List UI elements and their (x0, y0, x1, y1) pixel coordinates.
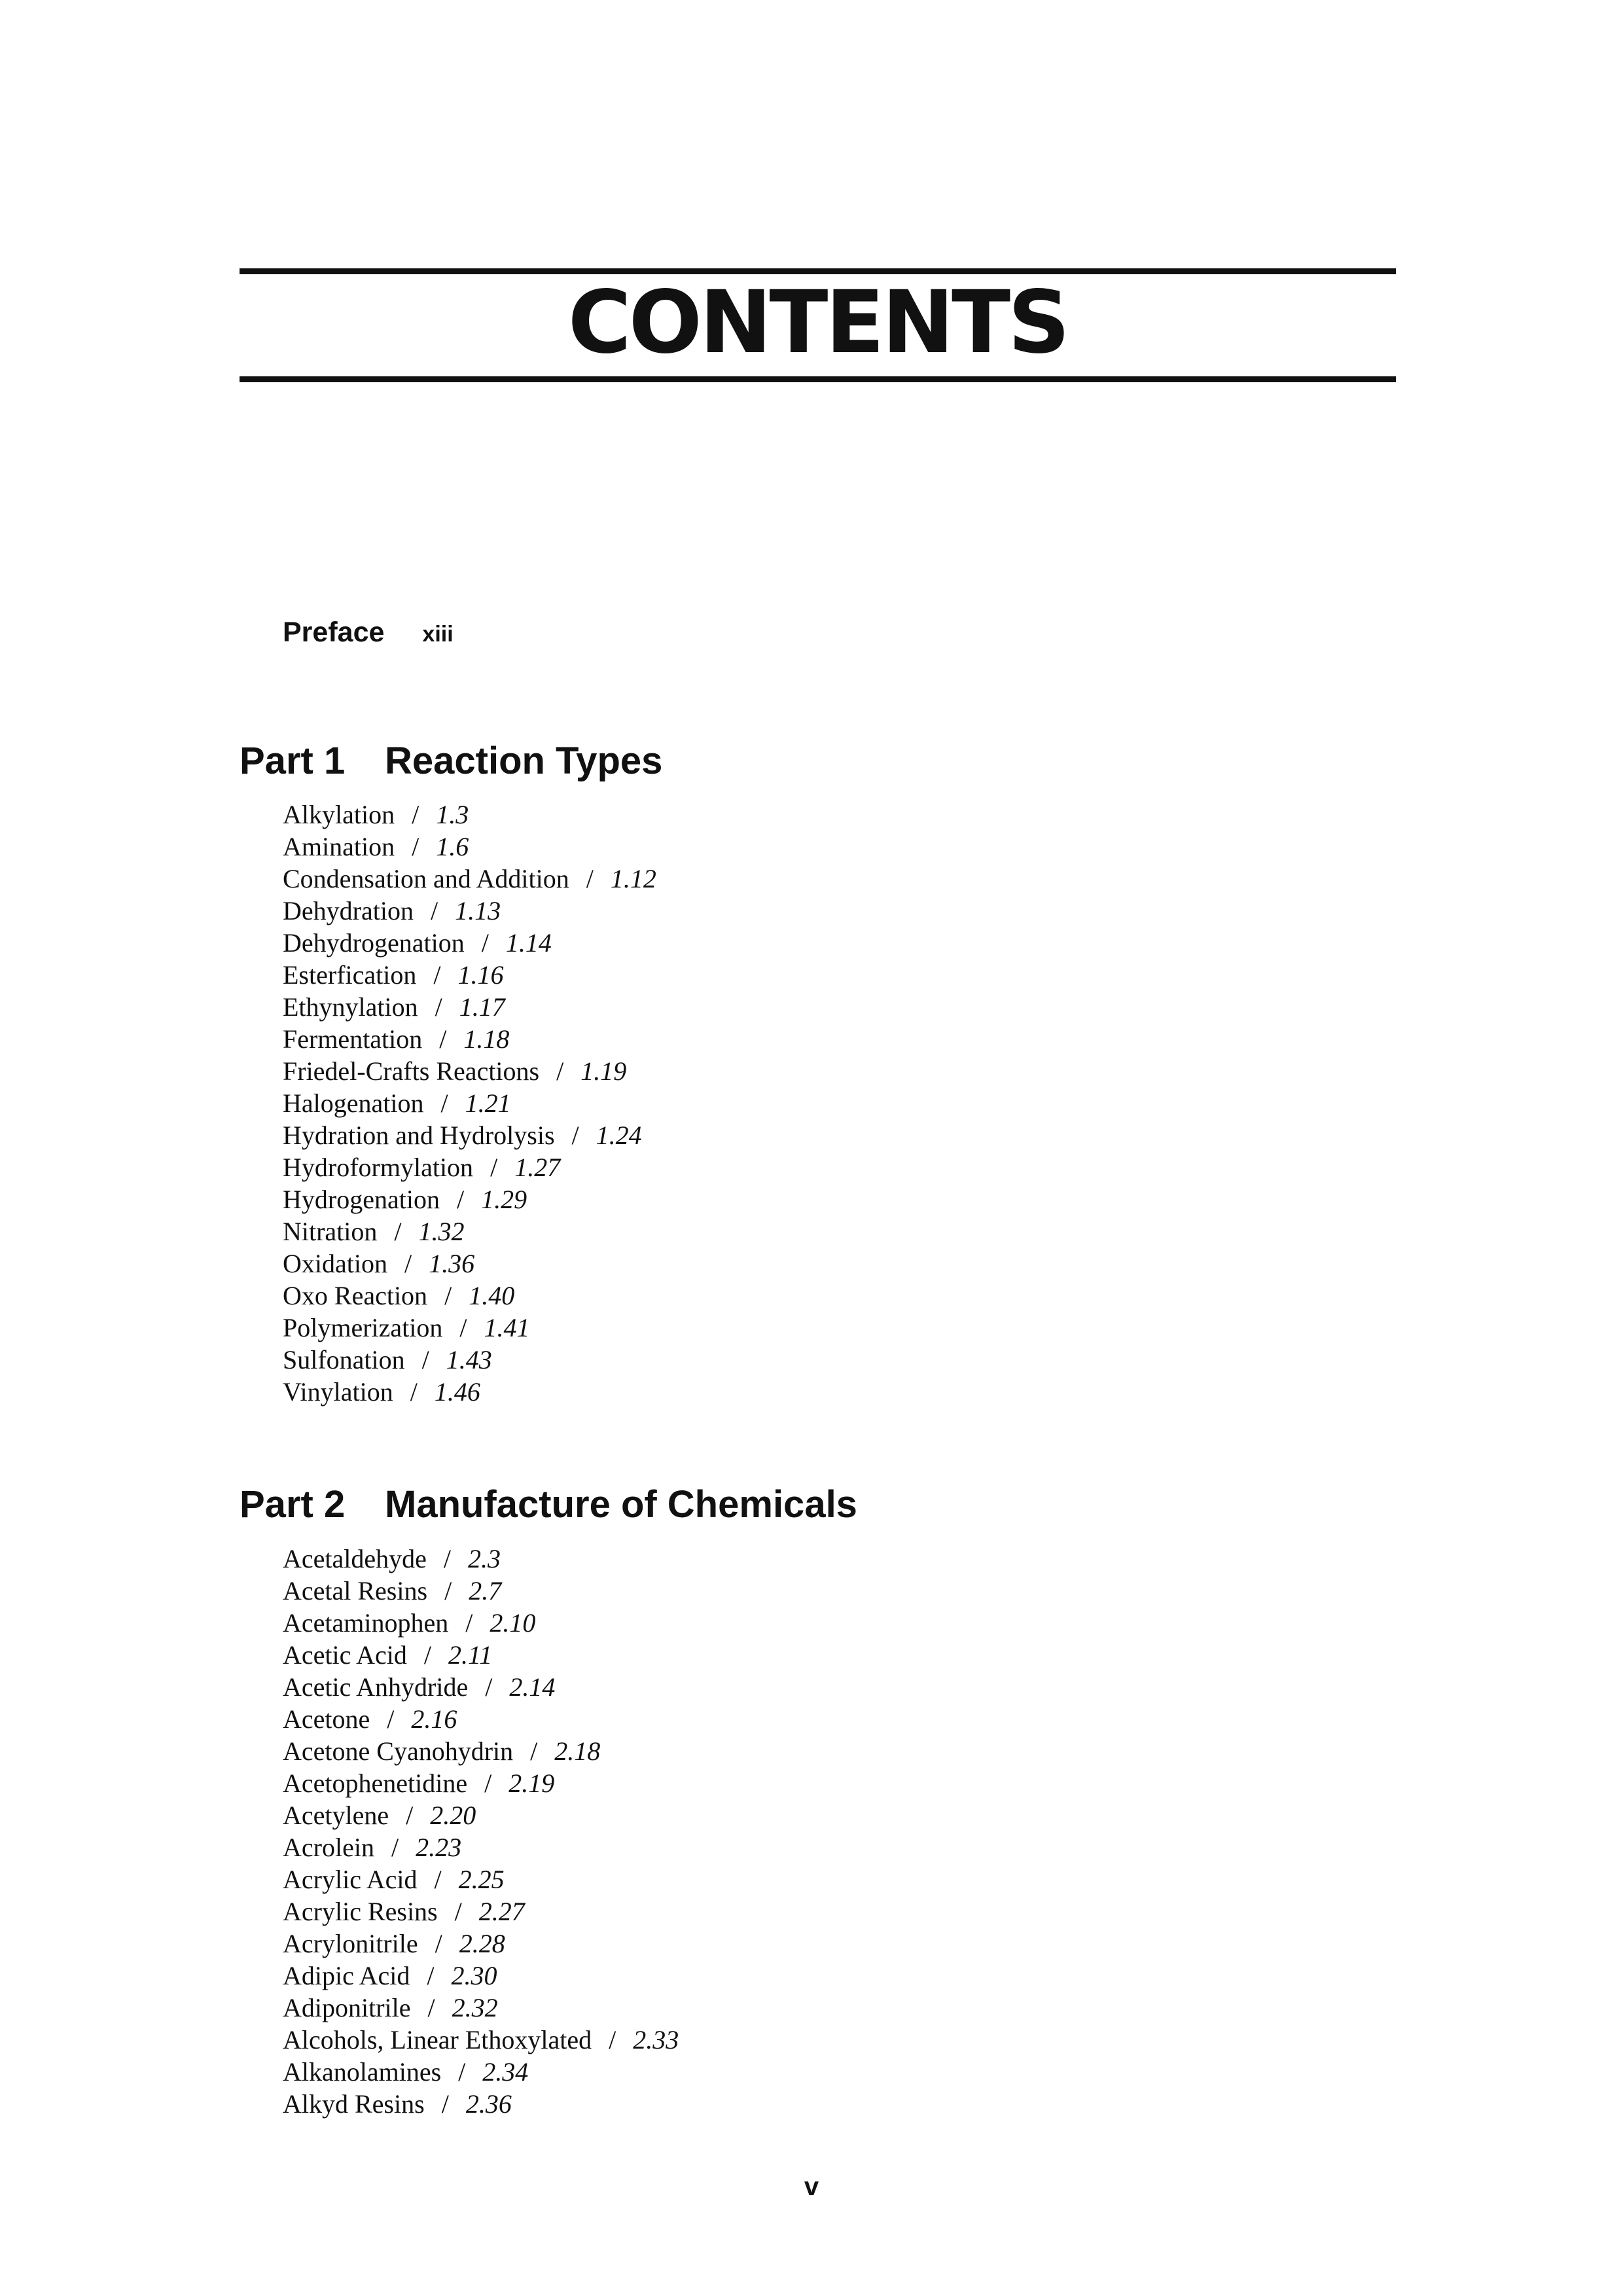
entry-label: Esterfication (283, 960, 417, 990)
entry-label: Acetaldehyde (283, 1544, 427, 1573)
entry-separator: / (609, 2025, 616, 2054)
entry-label: Acetophenetidine (283, 1768, 468, 1798)
toc-entry[interactable] (283, 1863, 679, 1895)
entry-label: Fermentation (283, 1024, 423, 1054)
entry-label: Acetal Resins (283, 1576, 428, 1605)
entry-separator: / (481, 928, 489, 958)
toc-entry[interactable] (283, 1671, 679, 1703)
preface-label: Preface (283, 617, 385, 648)
entry-separator: / (406, 1801, 414, 1830)
toc-entry[interactable] (283, 1831, 679, 1863)
entry-page: 2.14 (509, 1672, 556, 1702)
entry-page: 2.10 (490, 1608, 536, 1638)
entry-label: Alkyd Resins (283, 2089, 425, 2119)
toc-entry[interactable] (283, 1960, 679, 1992)
toc-entry[interactable] (283, 1312, 656, 1344)
entry-page: 1.18 (463, 1024, 510, 1054)
entry-page: 2.19 (508, 1768, 555, 1798)
title-rule-bottom (240, 376, 1396, 382)
entry-separator: / (484, 1768, 492, 1798)
entry-label: Acrylic Resins (283, 1897, 438, 1926)
toc-entry[interactable] (283, 1992, 679, 2024)
entry-page: 1.16 (457, 960, 504, 990)
entry-page: 2.16 (411, 1704, 457, 1734)
toc-entry[interactable] (283, 798, 656, 831)
entry-page: 2.34 (482, 2057, 529, 2087)
entry-label: Alkanolamines (283, 2057, 442, 2087)
entry-separator: / (485, 1672, 493, 1702)
entry-separator: / (412, 832, 419, 861)
preface-entry[interactable] (283, 613, 454, 654)
toc-entry[interactable] (283, 2088, 679, 2120)
entry-label: Vinylation (283, 1377, 393, 1407)
entry-label: Ethynylation (283, 992, 418, 1022)
entry-page: 1.17 (459, 992, 505, 1022)
entry-page: 1.3 (436, 800, 469, 829)
entry-page: 2.3 (468, 1544, 501, 1573)
toc-entry[interactable] (283, 863, 656, 895)
entry-page: 2.27 (478, 1897, 525, 1926)
entry-page: 1.43 (446, 1345, 492, 1374)
part-1-heading (240, 738, 662, 784)
entry-separator: / (454, 1897, 462, 1926)
entry-label: Polymerization (283, 1313, 443, 1342)
entry-label: Adiponitrile (283, 1993, 411, 2022)
part-1-entry-list (283, 798, 656, 1408)
entry-label: Hydration and Hydrolysis (283, 1121, 555, 1150)
entry-page: 1.36 (429, 1249, 475, 1278)
entry-page: 1.32 (418, 1217, 465, 1246)
entry-separator: / (530, 1736, 538, 1766)
part-number: Part 2 (240, 1483, 346, 1526)
entry-label: Hydrogenation (283, 1185, 440, 1214)
entry-label: Acrylic Acid (283, 1865, 418, 1894)
entry-label: Sulfonation (283, 1345, 405, 1374)
entry-page: 1.29 (481, 1185, 527, 1214)
entry-label: Alcohols, Linear Ethoxylated (283, 2025, 592, 2054)
entry-label: Oxo Reaction (283, 1281, 428, 1310)
toc-entry[interactable] (283, 1087, 656, 1119)
toc-entry[interactable] (283, 1215, 656, 1247)
entry-page: 2.25 (458, 1865, 505, 1894)
toc-entry[interactable] (283, 1344, 656, 1376)
part-2-heading (240, 1482, 857, 1528)
part-2-entry-list (283, 1543, 679, 2120)
entry-separator: / (412, 800, 419, 829)
entry-separator: / (439, 1024, 447, 1054)
toc-entry[interactable] (283, 1703, 679, 1735)
entry-label: Acetone (283, 1704, 370, 1734)
entry-separator: / (433, 960, 441, 990)
entry-separator: / (444, 1281, 452, 1310)
entry-label: Acetone Cyanohydrin (283, 1736, 514, 1766)
entry-separator: / (441, 2089, 449, 2119)
toc-entry[interactable] (283, 831, 656, 863)
entry-separator: / (421, 1345, 429, 1374)
entry-separator: / (571, 1121, 579, 1150)
entry-label: Adipic Acid (283, 1961, 410, 1990)
toc-entry[interactable] (283, 1183, 656, 1215)
part-title: Reaction Types (385, 740, 663, 782)
entry-separator: / (394, 1217, 402, 1246)
entry-page: 2.11 (448, 1640, 493, 1670)
entry-label: Acrylonitrile (283, 1929, 418, 1958)
entry-label: Condensation and Addition (283, 864, 569, 893)
part-number: Part 1 (240, 740, 346, 782)
toc-entry[interactable] (283, 2056, 679, 2088)
entry-label: Acetaminophen (283, 1608, 449, 1638)
entry-page: 2.32 (452, 1993, 498, 2022)
entry-label: Dehydration (283, 896, 414, 925)
toc-entry[interactable] (283, 1767, 679, 1799)
entry-separator: / (435, 992, 442, 1022)
toc-entry[interactable] (283, 895, 656, 927)
entry-label: Dehydrogenation (283, 928, 465, 958)
entry-page: 1.13 (455, 896, 501, 925)
entry-label: Acrolein (283, 1833, 374, 1862)
entry-page: 1.27 (514, 1153, 561, 1182)
entry-separator: / (435, 1929, 442, 1958)
entry-page: 2.7 (469, 1576, 502, 1605)
toc-entry[interactable] (283, 991, 656, 1023)
entry-separator: / (490, 1153, 498, 1182)
entry-label: Acetylene (283, 1801, 389, 1830)
toc-entry[interactable] (283, 1151, 656, 1183)
entry-separator: / (427, 1961, 435, 1990)
entry-label: Alkylation (283, 800, 395, 829)
entry-page: 1.21 (465, 1088, 511, 1118)
toc-entry[interactable] (283, 1607, 679, 1639)
entry-separator: / (423, 1640, 432, 1670)
entry-separator: / (430, 896, 438, 925)
entry-separator: / (458, 2057, 466, 2087)
entry-page: 2.33 (633, 2025, 679, 2054)
entry-separator: / (434, 1865, 442, 1894)
toc-entry[interactable] (283, 1895, 679, 1928)
entry-label: Halogenation (283, 1088, 424, 1118)
entry-label: Hydroformylation (283, 1153, 474, 1182)
toc-entry[interactable] (283, 2024, 679, 2056)
entry-separator: / (443, 1544, 452, 1573)
entry-page: 2.23 (416, 1833, 462, 1862)
page-title: CONTENTS (567, 272, 1068, 373)
entry-page: 2.28 (459, 1929, 505, 1958)
toc-entry[interactable] (283, 1639, 679, 1671)
entry-separator: / (387, 1704, 395, 1734)
entry-separator: / (556, 1056, 564, 1086)
entry-page: 1.41 (484, 1313, 530, 1342)
entry-page: 1.46 (434, 1377, 480, 1407)
part-title: Manufacture of Chemicals (385, 1483, 857, 1526)
entry-page: 2.36 (465, 2089, 512, 2119)
preface-page: xiii (422, 622, 454, 647)
entry-page: 1.24 (596, 1121, 642, 1150)
toc-entry[interactable] (283, 1543, 679, 1575)
toc-entry[interactable] (283, 1280, 656, 1312)
entry-page: 1.40 (469, 1281, 515, 1310)
entry-page: 1.14 (505, 928, 552, 958)
toc-entry[interactable] (283, 1799, 679, 1831)
entry-label: Acetic Acid (283, 1640, 407, 1670)
entry-separator: / (456, 1185, 465, 1214)
toc-entry[interactable] (283, 1247, 656, 1280)
entry-page: 2.20 (430, 1801, 476, 1830)
entry-separator: / (440, 1088, 448, 1118)
toc-entry[interactable] (283, 1735, 679, 1767)
entry-separator: / (465, 1608, 473, 1638)
entry-label: Oxidation (283, 1249, 387, 1278)
entry-separator: / (459, 1313, 467, 1342)
entry-page: 2.30 (451, 1961, 497, 1990)
entry-separator: / (404, 1249, 412, 1278)
toc-entry[interactable] (283, 927, 656, 959)
entry-page: 1.6 (436, 832, 469, 861)
entry-separator: / (427, 1993, 435, 2022)
entry-separator: / (410, 1377, 418, 1407)
toc-entry[interactable] (283, 1119, 656, 1151)
entry-label: Amination (283, 832, 395, 861)
entry-label: Acetic Anhydride (283, 1672, 469, 1702)
toc-entry[interactable] (283, 1023, 656, 1055)
entry-separator: / (391, 1833, 399, 1862)
entry-label: Friedel-Crafts Reactions (283, 1056, 540, 1086)
toc-entry[interactable] (283, 1376, 656, 1408)
entry-label: Nitration (283, 1217, 378, 1246)
toc-entry[interactable] (283, 1928, 679, 1960)
entry-page: 1.12 (610, 864, 656, 893)
entry-separator: / (586, 864, 594, 893)
entry-separator: / (444, 1576, 452, 1605)
entry-page: 2.18 (554, 1736, 601, 1766)
page-number: v (804, 2172, 819, 2201)
toc-entry[interactable] (283, 1055, 656, 1087)
toc-entry[interactable] (283, 959, 656, 991)
toc-entry[interactable] (283, 1575, 679, 1607)
entry-page: 1.19 (580, 1056, 627, 1086)
